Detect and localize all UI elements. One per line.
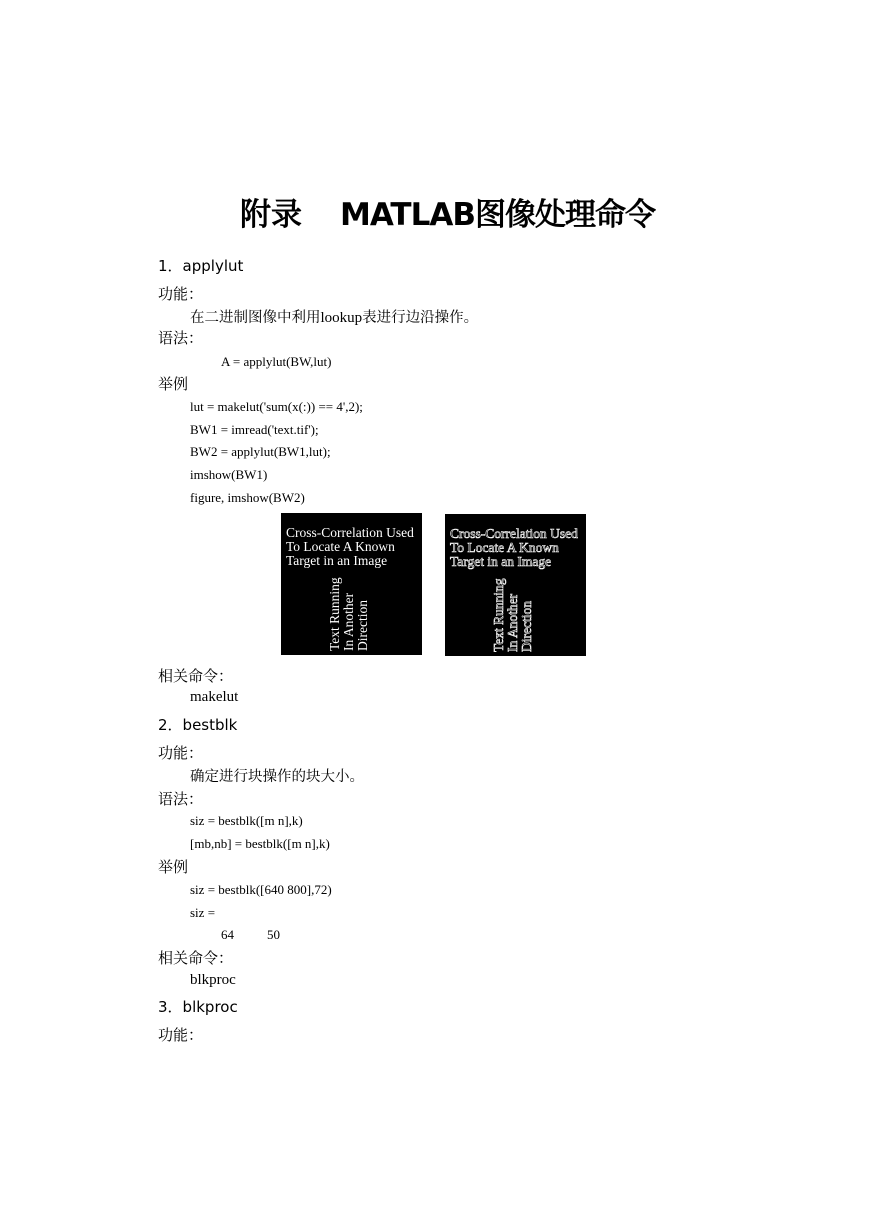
example-line: siz =	[190, 905, 216, 920]
example-label: 举例	[158, 375, 189, 393]
related-label: 相关命令：	[158, 667, 234, 685]
syntax-label: 语法：	[158, 790, 204, 808]
example-line: lut = makelut('sum(x(:)) == 4',2);	[190, 399, 363, 414]
function-label: 功能：	[158, 285, 204, 303]
function-description: 确定进行块操作的块大小。	[190, 769, 364, 785]
related-command: makelut	[190, 689, 239, 705]
image-text-line: Cross-Correlation Used	[450, 526, 578, 541]
edge-result-image	[445, 514, 586, 656]
title-appendix: 附录	[240, 197, 302, 233]
related-label: 相关命令：	[158, 949, 234, 967]
section-heading-blkproc: 3．blkproc	[158, 998, 238, 1016]
function-description: 在二进制图像中利用lookup表进行边沿操作。	[190, 310, 479, 326]
original-text-image	[281, 513, 422, 655]
example-line: BW1 = imread('text.tif');	[190, 422, 319, 437]
image-vertical-text: In Another	[505, 593, 520, 652]
example-label: 举例	[158, 858, 189, 876]
example-line: BW2 = applylut(BW1,lut);	[190, 444, 331, 459]
example-line: siz = bestblk([640 800],72)	[190, 882, 332, 897]
function-label: 功能：	[158, 744, 204, 762]
image-vertical-text: Text Running	[491, 578, 506, 652]
result-value: 64	[221, 927, 234, 942]
syntax-line: A = applylut(BW,lut)	[221, 354, 332, 369]
result-value: 50	[267, 927, 280, 942]
image-vertical-text: In Another	[341, 592, 356, 651]
title-main: MATLAB图像处理命令	[340, 197, 655, 233]
syntax-line: siz = bestblk([m n],k)	[190, 813, 303, 828]
image-text-line: Target in an Image	[286, 553, 388, 568]
syntax-label: 语法：	[158, 329, 204, 347]
image-vertical-text: Direction	[355, 600, 370, 651]
related-command: blkproc	[190, 972, 236, 988]
image-text-line: Target in an Image	[450, 554, 552, 569]
function-label: 功能：	[158, 1026, 204, 1044]
section-heading-bestblk: 2．bestblk	[158, 716, 238, 734]
example-line: figure, imshow(BW2)	[190, 490, 305, 505]
image-vertical-text: Text Running	[327, 577, 342, 651]
example-line: imshow(BW1)	[190, 467, 268, 482]
section-heading-applylut: 1．applylut	[158, 257, 244, 275]
image-text-line: To Locate A Known	[450, 540, 559, 555]
image-text-line: Cross-Correlation Used	[286, 525, 414, 540]
image-text-line: To Locate A Known	[286, 539, 395, 554]
syntax-line: [mb,nb] = bestblk([m n],k)	[190, 836, 330, 851]
image-vertical-text: Direction	[519, 601, 534, 652]
page-title	[240, 189, 655, 234]
